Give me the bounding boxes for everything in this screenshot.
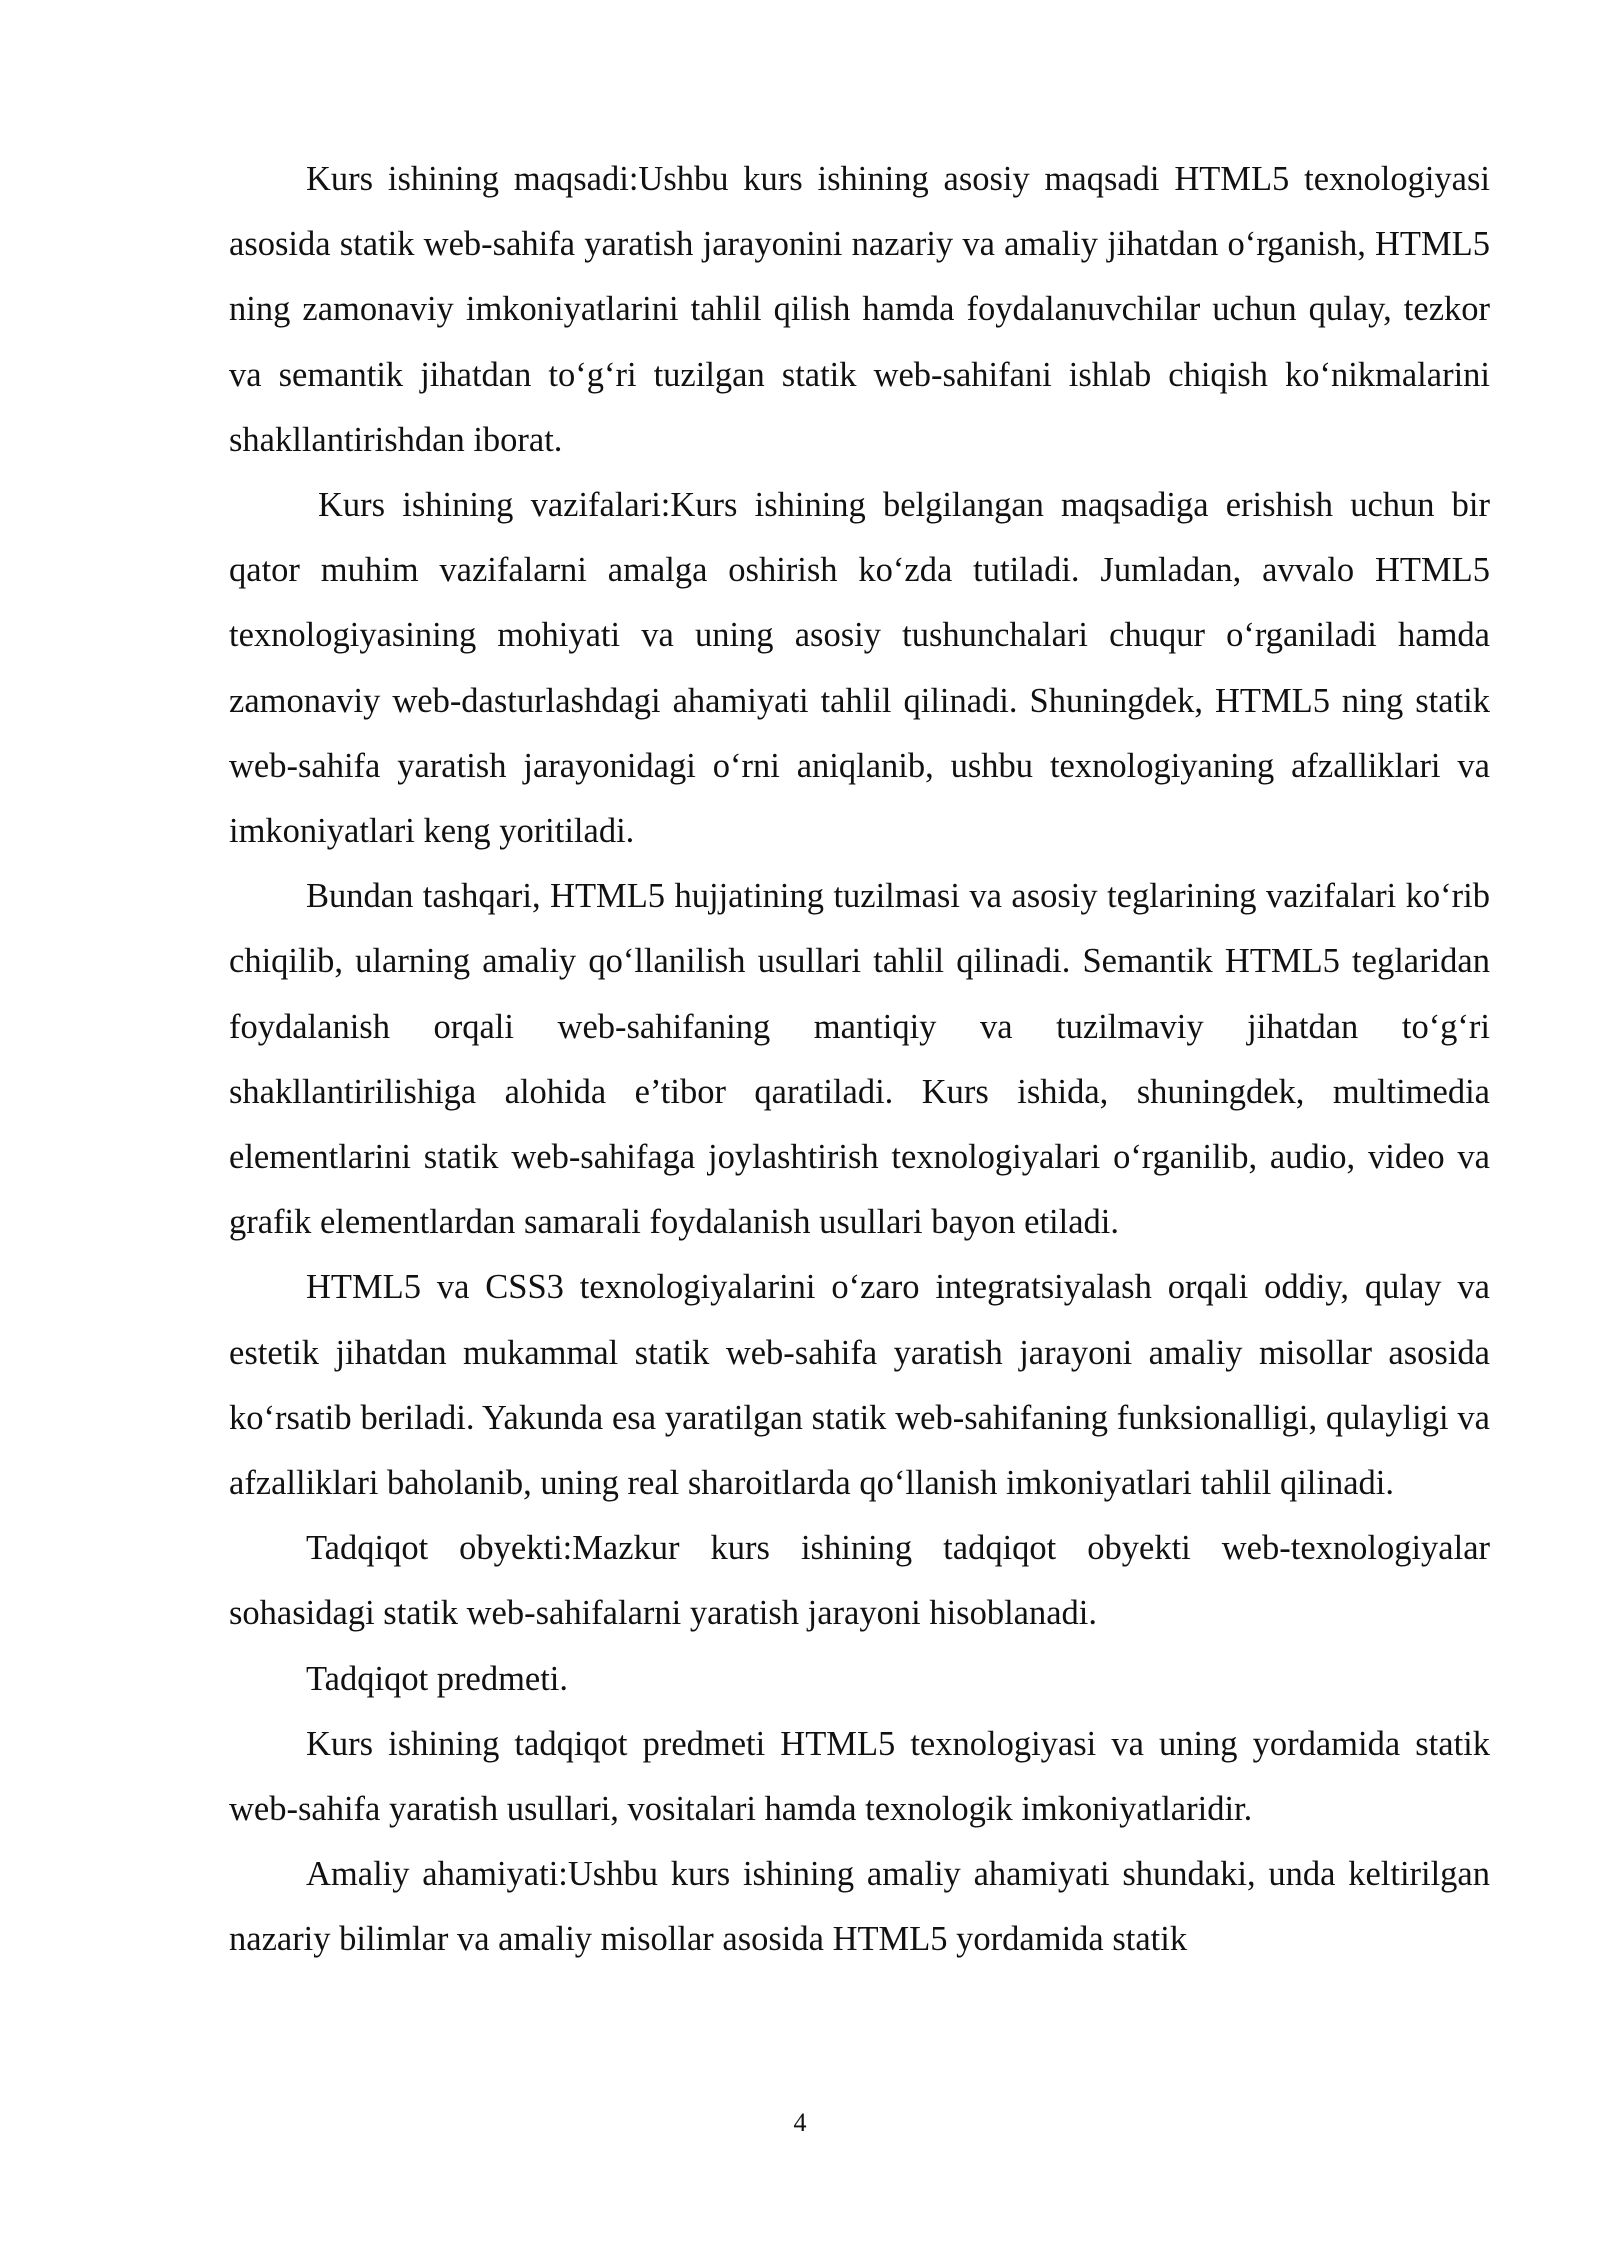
paragraph-research-object: Tadqiqot obyekti:Mazkur kurs ishining tadqiqot obyekti web-texnologiyalar sohasidagi statik web-sahifalarni yaratish jarayoni hisoblanadi. bbox=[229, 1529, 1490, 1633]
paragraph-research-subject-heading: Tadqiqot predmeti. bbox=[306, 1659, 569, 1698]
paragraph-practical-value: Amaliy ahamiyati:Ushbu kurs ishining amaliy ahamiyati shundaki, unda keltirilgan nazariy bilimlar va amaliy misollar asosida HTML5 yordamida statik bbox=[229, 1855, 1490, 1959]
paragraph-tasks: Kurs ishining vazifalari:Kurs ishining belgilangan maqsadiga erishish uchun bir qator muhim vazifalarni amalga oshirish ko‘zda tutiladi. Jumladan, avvalo HTML5 texnologiyasining mohiyati va uning asosiy tushunchalari chuqur o‘rganiladi hamda zamonaviy web-dasturlashdagi ahamiyati tahlil qilinadi. Shuningdek, HTML5 ning statik web-sahifa yaratish jarayonidagi o‘rni aniqlanib, ushbu texnologiyaning afzalliklari va imkoniyatlari keng yoritiladi. bbox=[229, 486, 1490, 851]
paragraph-integration: HTML5 va CSS3 texnologiyalarini o‘zaro integratsiyalash orqali oddiy, qulay va estetik jihatdan mukammal statik web-sahifa yaratish jarayoni amaliy misollar asosida ko‘rsatib beriladi. Yakunda esa yaratilgan statik web-sahifaning funksionalligi, qulayligi va afzalliklari baholanib, uning real sharoitlarda qo‘llanish imkoniyatlari tahlil qilinadi. bbox=[229, 1268, 1490, 1503]
paragraph-structure: Bundan tashqari, HTML5 hujjatining tuzilmasi va asosiy teglarining vazifalari ko‘rib chiqilib, ularning amaliy qo‘llanilish usullari tahlil qilinadi. Semantik HTML5 teglaridan foydalanish orqali web-sahifaning mantiqiy va tuzilmaviy jihatdan to‘g‘ri shakllantirilishiga alohida e’tibor qaratiladi. Kurs ishida, shuningdek, multimedia elementlarini statik web-sahifaga joylashtirish texnologiyalari o‘rganilib, audio, video va grafik elementlardan samarali foydalanish usullari bayon etiladi. bbox=[229, 877, 1490, 1242]
paragraph-purpose: Kurs ishining maqsadi:Ushbu kurs ishining asosiy maqsadi HTML5 texnologiyasi asosida statik web-sahifa yaratish jarayonini nazariy va amaliy jihatdan o‘rganish, HTML5 ning zamonaviy imkoniyatlarini tahlil qilish hamda foydalanuvchilar uchun qulay, tezkor va semantik jihatdan to‘g‘ri tuzilgan statik web-sahifani ishlab chiqish ko‘nikmalarini shakllantirishdan iborat. bbox=[229, 160, 1490, 459]
body-text bbox=[229, 147, 1490, 1973]
page-number: 4 bbox=[793, 2108, 807, 2137]
paragraph-research-subject: Kurs ishining tadqiqot predmeti HTML5 texnologiyasi va uning yordamida statik web-sahifa yaratish usullari, vositalari hamda texnologik imkoniyatlaridir. bbox=[229, 1724, 1490, 1829]
